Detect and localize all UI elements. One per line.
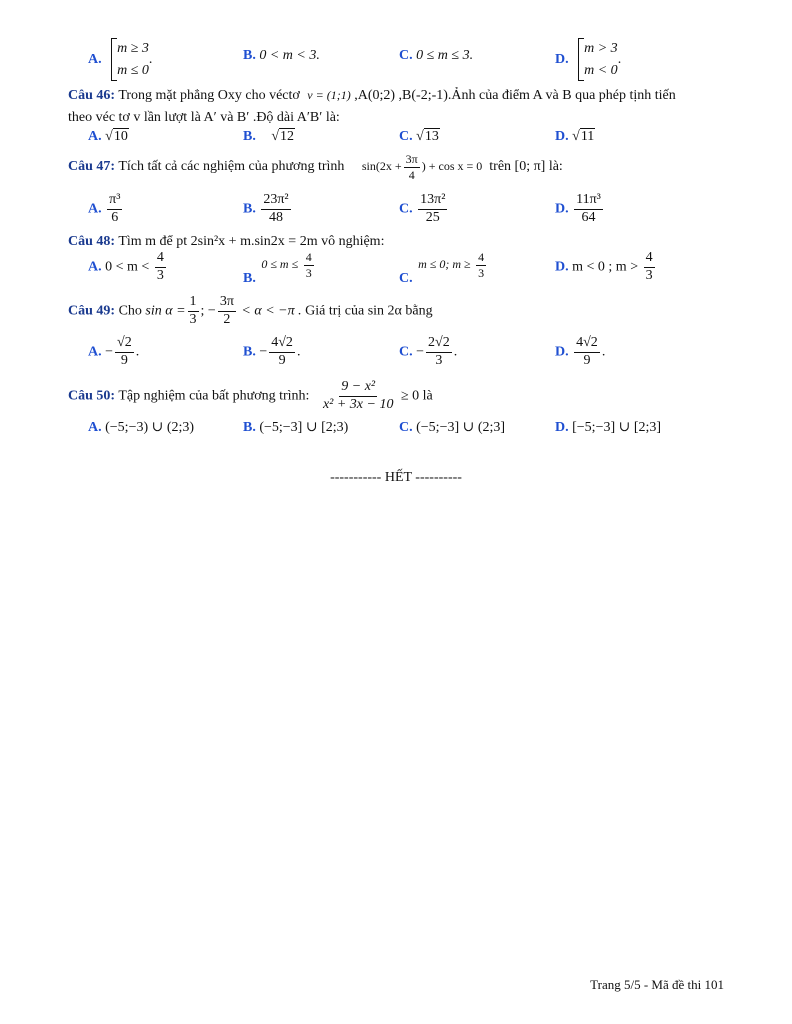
end-marker: ----------- HẾT ---------- <box>330 470 462 485</box>
case-system: m ≥ 3 m ≤ 0 <box>111 38 149 81</box>
q50-option-d[interactable]: D. [−5;−3] ∪ [2;3] <box>555 420 662 435</box>
q48-option-d[interactable]: D. m < 0 ; m > $\frac{4}{3}$ <box>555 250 653 283</box>
q49-option-d[interactable]: D. $\frac{4√2}{9}$ . <box>555 335 606 368</box>
option-label: A. <box>88 259 102 275</box>
option-label: A. <box>88 51 102 67</box>
option-label: D. <box>555 51 569 67</box>
equation: sin(2x + $\frac{3\pi}{4}$ ) + cos x = 0 <box>361 152 483 182</box>
q49-stem: Câu 49: Cho sin α = $\frac{1}{3}$ ; − $\frac{3\pi}{2}$ < α < −π . Giá trị của sin 2α bằng <box>68 294 433 327</box>
q45-option-c[interactable]: C. 0 ≤ m ≤ 3. <box>399 48 474 63</box>
q47-stem: Câu 47: Tích tất cả các nghiệm của phương trình sin(2x + $\frac{3\pi}{4}$ ) + cos x = 0 trên [0; π] là: <box>68 152 563 182</box>
q45-option-d[interactable]: D. m > 3 m < 0. <box>555 38 621 81</box>
question-label: Câu 46: <box>68 88 116 103</box>
fraction: $\frac{3\pi}{4}$ <box>405 152 418 182</box>
option-label: A. <box>88 420 102 435</box>
fraction: $\frac{3\pi}{2}$ <box>219 294 234 327</box>
fraction: $\frac{1}{3}$ <box>189 294 197 327</box>
option-label: B. <box>243 344 256 360</box>
question-label: Câu 49: <box>68 303 116 319</box>
option-label: A. <box>88 344 102 360</box>
sqrt-expr: √11 <box>572 129 595 144</box>
fraction: $\frac{\text{13π²}}{25}$ <box>420 192 446 225</box>
q49-option-a[interactable]: A. − $\frac{√2}{9}$ . <box>88 335 140 368</box>
option-label: D. <box>555 344 569 360</box>
option-label: B. <box>243 129 256 144</box>
page-footer: Trang 5/5 - Mã đề thi 101 <box>590 977 724 992</box>
fraction: $\frac{\text{π³}}{6}$ <box>109 192 121 225</box>
q46-stem-line1: Câu 46: Trong mặt phẳng Oxy cho véctơ v = (1;1) ,A(0;2) ,B(-2;-1).Ảnh của điểm A và B qua phép tịnh tiến <box>68 88 676 103</box>
option-label: A. <box>88 201 102 217</box>
option-label: A. <box>88 129 102 144</box>
option-label: C. <box>399 344 413 360</box>
fraction: $\frac{4√2}{9}$ <box>576 335 598 368</box>
q47-option-c[interactable] <box>399 193 449 225</box>
q45-option-a[interactable]: A. m ≥ 3 m ≤ 0. <box>88 38 152 81</box>
q47-option-a[interactable] <box>88 193 124 225</box>
option-label: C. <box>399 129 413 144</box>
q49-option-b[interactable]: B. − $\frac{4√2}{9}$ . <box>243 335 301 368</box>
case-system: m > 3 m < 0 <box>578 38 618 81</box>
question-label: Câu 47: <box>68 158 116 174</box>
sqrt-expr: √10 <box>105 129 128 144</box>
q46-stem-line2: theo véc tơ v lần lượt là A′ và B′ .Độ dài A′B′ là: <box>68 110 340 125</box>
option-label: D. <box>555 201 569 217</box>
option-label: D. <box>555 420 569 435</box>
q50-option-a[interactable]: A. (−5;−3) ∪ (2;3) <box>88 420 195 435</box>
sqrt-expr: √12 <box>271 129 295 144</box>
q50-option-c[interactable]: C. (−5;−3] ∪ (2;3] <box>399 420 506 435</box>
fraction: $\frac{4}{3}$ <box>156 250 164 283</box>
option-label: B. <box>243 271 256 287</box>
question-label: Câu 50: <box>68 388 116 404</box>
fraction: $\frac{\text{23π²}}{48}$ <box>263 192 289 225</box>
option-label: B. <box>243 201 256 217</box>
q45-option-b[interactable]: B. 0 < m < 3. <box>243 48 320 63</box>
fraction: $\frac{2√2}{3}$ <box>428 335 450 368</box>
q48-stem: Câu 48: Tìm m để pt 2sin²x + m.sin2x = 2m vô nghiệm: <box>68 234 385 249</box>
q46-option-d[interactable] <box>555 130 595 144</box>
q46-option-a[interactable] <box>88 130 129 144</box>
option-label: C. <box>399 420 413 435</box>
question-label: Câu 48: <box>68 234 116 249</box>
option-label: B. <box>243 48 256 63</box>
fraction: $\frac{4}{3}$ <box>305 250 312 280</box>
fraction: $\frac{\text{11π³}}{64}$ <box>576 192 601 225</box>
vector-v: v = (1;1) <box>307 88 351 102</box>
q46-option-b[interactable] <box>243 130 295 144</box>
q48-option-a[interactable]: A. 0 < m < $\frac{4}{3}$ <box>88 250 164 283</box>
fraction: $\frac{4}{3}$ <box>645 250 653 283</box>
fraction: $\frac{\text{9 − x²}}{\text{x² + 3x − 10}}$ <box>322 379 394 412</box>
fraction: $\frac{√2}{9}$ <box>117 335 132 368</box>
q48-option-b[interactable]: B. 0 ≤ m ≤ $\frac{4}{3}$ <box>243 250 312 287</box>
option-label: B. <box>243 420 256 435</box>
sqrt-expr: √13 <box>416 129 439 144</box>
q50-stem: Câu 50: Tập nghiệm của bất phương trình: $\frac{\text{9 − x²}}{\text{x² + 3x − 10}}$ ≥ 0 là <box>68 379 433 412</box>
q50-option-b[interactable]: B. (−5;−3] ∪ [2;3) <box>243 420 349 435</box>
q48-option-c[interactable]: C. m ≤ 0; m ≥ $\frac{4}{3}$ <box>399 250 485 287</box>
fraction: $\frac{4}{3}$ <box>478 250 485 280</box>
q49-option-c[interactable]: C. − $\frac{2√2}{3}$ . <box>399 335 458 368</box>
option-label: D. <box>555 259 569 275</box>
q47-option-d[interactable] <box>555 193 605 225</box>
option-label: D. <box>555 129 569 144</box>
option-label: C. <box>399 271 413 287</box>
option-label: C. <box>399 48 413 63</box>
fraction: $\frac{4√2}{9}$ <box>271 335 293 368</box>
q46-option-c[interactable] <box>399 130 440 144</box>
q47-option-b[interactable] <box>243 193 293 225</box>
option-label: C. <box>399 201 413 217</box>
